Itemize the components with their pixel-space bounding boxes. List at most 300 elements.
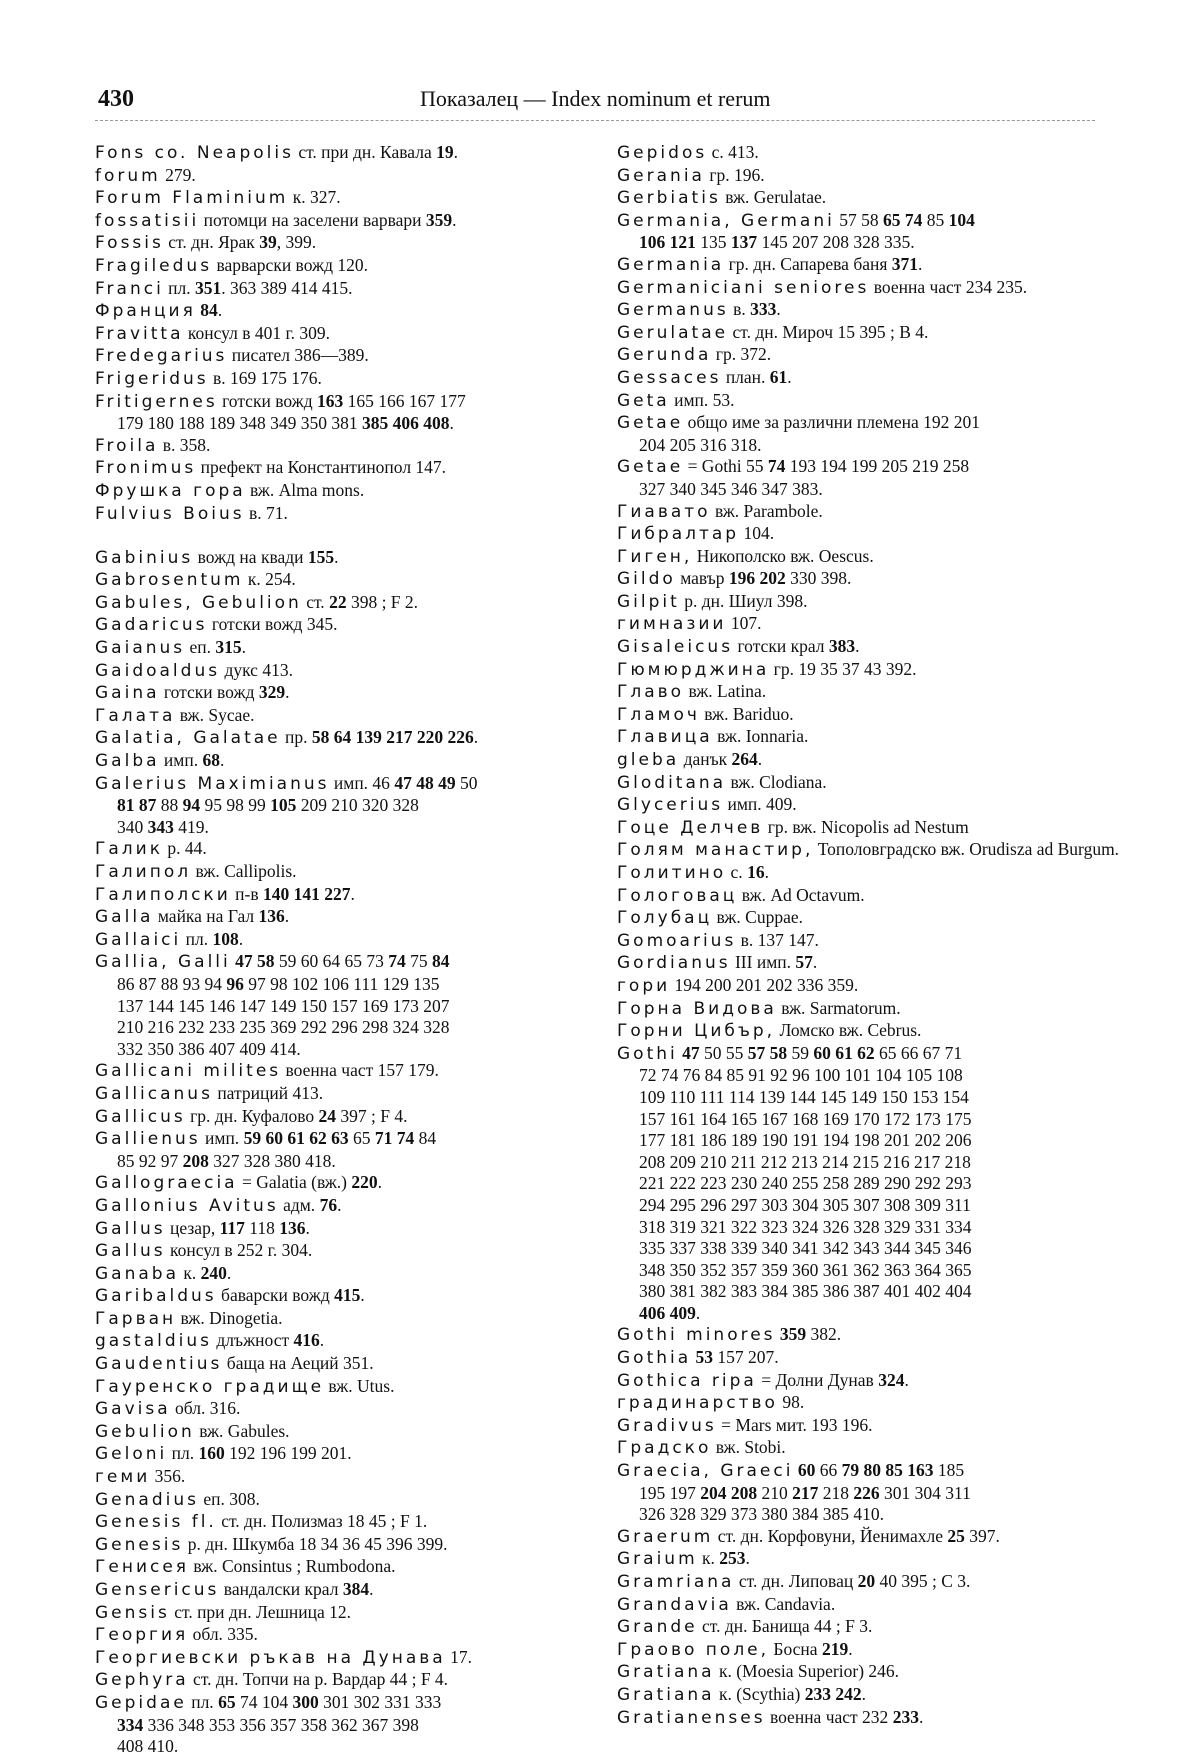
index-entry-continuation bbox=[617, 1195, 1137, 1217]
index-page-ref-bold: 163 bbox=[317, 390, 344, 411]
index-text: цезар, bbox=[165, 1217, 220, 1238]
index-headword: Gaianus bbox=[95, 638, 186, 659]
index-text: 85 92 97 bbox=[117, 1150, 183, 1171]
index-text: = Gothi 55 bbox=[683, 456, 768, 477]
index-entry-continuation bbox=[95, 1715, 615, 1737]
index-text: варварски вожд 120. bbox=[212, 254, 369, 275]
index-entry bbox=[95, 1534, 615, 1557]
index-text: 210 216 232 233 235 369 292 296 298 324 328 bbox=[117, 1017, 450, 1038]
index-headword: Градско bbox=[617, 1438, 712, 1459]
index-text: . bbox=[452, 209, 457, 230]
index-text: 66 bbox=[815, 1460, 842, 1481]
index-page-ref-bold: 59 60 61 62 63 bbox=[243, 1128, 349, 1149]
index-headword: Gallicus bbox=[95, 1106, 186, 1127]
index-entry bbox=[95, 1421, 615, 1444]
page-header bbox=[95, 86, 1095, 121]
index-entry bbox=[95, 1308, 615, 1331]
index-headword: Генисея bbox=[95, 1557, 190, 1578]
index-text: обл. 335. bbox=[188, 1624, 258, 1645]
index-headword: Гарван bbox=[95, 1308, 177, 1329]
index-text: 348 350 352 357 359 360 361 362 363 364 365 bbox=[639, 1259, 972, 1280]
index-text: вж. Callipolis. bbox=[191, 861, 297, 881]
index-entry-continuation bbox=[95, 1039, 615, 1061]
index-headword: Gabules, Gebulion bbox=[95, 592, 302, 613]
index-entry bbox=[617, 1415, 1137, 1438]
index-headword: Fronimus bbox=[95, 458, 197, 479]
index-entry bbox=[95, 861, 615, 884]
index-entry-continuation bbox=[617, 232, 1137, 254]
index-text: 332 350 386 407 409 414. bbox=[117, 1038, 301, 1059]
index-entry bbox=[617, 1324, 1137, 1347]
index-text: писател 386—389. bbox=[227, 345, 369, 366]
index-text: общо име за различни племена 192 201 bbox=[683, 412, 980, 433]
index-headword: Froila bbox=[95, 435, 159, 456]
index-headword: Голям манастир, bbox=[617, 840, 814, 861]
index-text: . bbox=[787, 366, 792, 387]
index-text: . bbox=[217, 300, 223, 321]
index-headword: Germania, Germani bbox=[617, 210, 835, 231]
index-headword: Gisaleicus bbox=[617, 637, 734, 658]
index-entry-continuation bbox=[617, 1303, 1137, 1325]
index-text: еп. bbox=[185, 637, 216, 658]
index-entry bbox=[617, 636, 1137, 659]
index-entry-continuation bbox=[617, 479, 1137, 501]
index-headword: Gratiana bbox=[617, 1662, 715, 1683]
index-entry bbox=[95, 480, 615, 503]
index-entry bbox=[95, 1218, 615, 1241]
index-text: в. 358. bbox=[158, 434, 211, 455]
index-text: патриций 413. bbox=[212, 1082, 324, 1103]
index-text: готски крал bbox=[733, 636, 829, 657]
index-text: к. 254. bbox=[243, 569, 296, 590]
index-entry bbox=[617, 187, 1137, 210]
index-text: гр. 372. bbox=[711, 344, 772, 365]
index-entry-continuation bbox=[95, 413, 615, 435]
index-page-ref-bold: 233 242 bbox=[804, 1683, 862, 1704]
index-text: 84 bbox=[414, 1128, 437, 1149]
index-entry bbox=[617, 1548, 1137, 1571]
index-headword: Gothi minores bbox=[617, 1325, 776, 1346]
index-text: . bbox=[812, 952, 818, 973]
index-headword: Gallienus bbox=[95, 1129, 201, 1150]
index-text: . bbox=[350, 883, 355, 904]
index-text: с. bbox=[726, 862, 748, 882]
index-entry-continuation bbox=[95, 974, 615, 996]
index-entry bbox=[617, 591, 1137, 614]
index-entry bbox=[617, 501, 1137, 524]
index-text: III имп. bbox=[730, 952, 796, 973]
index-entry bbox=[95, 368, 615, 391]
index-text: вж. Latina. bbox=[684, 681, 767, 702]
index-entry bbox=[617, 390, 1137, 413]
index-text: гр. 19 35 37 43 392. bbox=[769, 658, 917, 679]
index-text: потомци на заселени варвари bbox=[199, 209, 426, 230]
index-text: 209 210 320 328 bbox=[296, 795, 419, 816]
index-entry bbox=[617, 907, 1137, 930]
index-headword: гори bbox=[617, 975, 671, 996]
index-text: в. bbox=[728, 299, 751, 320]
index-page-ref-bold: 220 bbox=[351, 1172, 378, 1193]
index-entry-continuation bbox=[95, 795, 615, 817]
index-text: . bbox=[473, 727, 479, 748]
index-headword: Гюмюрджина bbox=[617, 659, 770, 680]
index-text: . bbox=[238, 928, 244, 949]
index-headword: Gothica ripa bbox=[617, 1370, 757, 1391]
index-headword: Graecia, Graeci bbox=[617, 1461, 794, 1482]
index-text: 408 410. bbox=[117, 1736, 179, 1757]
index-headword: Gepidae bbox=[95, 1692, 187, 1713]
index-entry bbox=[95, 1128, 615, 1151]
index-headword: Галипол bbox=[95, 862, 192, 882]
index-text: к. bbox=[697, 1548, 720, 1569]
index-page-ref-bold: 76 bbox=[319, 1194, 338, 1215]
index-headword: Ganaba bbox=[95, 1263, 179, 1284]
index-text: 356. bbox=[150, 1466, 186, 1487]
index-text: вж. Consintus ; Rumbodona. bbox=[189, 1556, 396, 1577]
index-text: готски вожд bbox=[217, 390, 318, 411]
index-text: 397. bbox=[964, 1525, 1000, 1546]
index-entry bbox=[95, 255, 615, 278]
index-text: пл. bbox=[181, 928, 213, 949]
index-page-ref-bold: 57 bbox=[795, 952, 813, 973]
running-title: Показалец — Index nominum et rerum bbox=[420, 86, 771, 111]
index-text: 107. bbox=[726, 613, 762, 634]
index-text: 221 222 223 230 240 255 258 289 290 292 293 bbox=[639, 1173, 972, 1194]
index-headword: Галата bbox=[95, 705, 176, 726]
index-text: . bbox=[745, 1548, 750, 1569]
index-page-ref-bold: 53 bbox=[695, 1347, 714, 1368]
index-entry bbox=[617, 952, 1137, 975]
index-entry bbox=[617, 322, 1137, 345]
index-entry bbox=[95, 1489, 615, 1512]
index-entry bbox=[617, 613, 1137, 636]
index-headword: Gabinius bbox=[95, 547, 194, 568]
index-text: обл. 316. bbox=[170, 1398, 241, 1419]
index-text: 279. bbox=[160, 164, 196, 185]
index-text: Босна bbox=[769, 1638, 822, 1659]
index-text: 204 205 316 318. bbox=[639, 434, 762, 455]
index-text: ст. дн. Банища 44 ; F 3. bbox=[697, 1616, 873, 1637]
index-page-ref-bold: 84 bbox=[432, 951, 450, 972]
index-entry-continuation bbox=[617, 1109, 1137, 1131]
index-text: вж. Sarmatorum. bbox=[776, 997, 901, 1018]
index-entry bbox=[617, 210, 1137, 233]
index-text: 177 181 186 189 190 191 194 198 201 202 206 bbox=[639, 1130, 972, 1151]
index-entry-continuation bbox=[95, 1151, 615, 1173]
index-headword: Gildo bbox=[617, 569, 676, 590]
index-text: вж. Cuppae. bbox=[712, 907, 803, 928]
index-headword: Fritigernes bbox=[95, 391, 218, 412]
index-page-ref-bold: 61 bbox=[769, 366, 788, 387]
index-page-ref-bold: 233 bbox=[892, 1706, 919, 1727]
index-headword: Gerania bbox=[617, 165, 705, 186]
index-headword: Голитино bbox=[617, 863, 727, 883]
index-text: 179 180 188 189 348 349 350 381 bbox=[117, 413, 362, 434]
index-headword: Главо bbox=[617, 682, 685, 703]
index-page-ref-bold: 136 bbox=[258, 906, 285, 927]
index-page-ref-bold: 81 87 bbox=[117, 795, 157, 816]
index-text: 74 104 bbox=[235, 1691, 293, 1712]
index-entry bbox=[617, 1684, 1137, 1707]
index-text: готски вожд 345. bbox=[207, 614, 338, 635]
index-headword: Gerulatae bbox=[617, 322, 729, 343]
index-entry-continuation bbox=[617, 1260, 1137, 1282]
index-page-ref-bold: 74 bbox=[388, 951, 406, 972]
index-text: к. (Scythia) bbox=[714, 1683, 805, 1704]
index-text: 135 bbox=[695, 232, 731, 253]
index-page-ref-bold: 208 bbox=[182, 1150, 209, 1171]
index-entry bbox=[617, 1020, 1137, 1043]
index-entry bbox=[95, 682, 615, 705]
index-headword: Galerius Maximianus bbox=[95, 773, 330, 794]
index-text: 157 161 164 165 167 168 169 170 172 173 175 bbox=[639, 1108, 972, 1129]
index-entry-continuation bbox=[95, 1017, 615, 1039]
index-text: р. дн. Шиул 398. bbox=[679, 590, 808, 611]
index-entry bbox=[617, 165, 1137, 188]
index-page-ref-bold: 264 bbox=[731, 749, 758, 770]
index-entry bbox=[95, 773, 615, 796]
index-page-ref-bold: 94 bbox=[182, 795, 201, 816]
index-page-ref-bold: 104 bbox=[948, 209, 975, 230]
index-page-ref-bold: 385 406 408 bbox=[362, 413, 450, 434]
index-entry bbox=[95, 1263, 615, 1286]
index-page-ref-bold: 47 58 bbox=[235, 951, 275, 972]
index-entry bbox=[617, 1526, 1137, 1549]
index-entry bbox=[617, 142, 1137, 165]
index-text: 419. bbox=[173, 816, 209, 837]
index-text: вж. Gerulatae. bbox=[720, 187, 827, 208]
index-text: данък bbox=[679, 749, 732, 770]
index-page-ref-bold: 160 bbox=[198, 1443, 225, 1464]
index-page-ref-bold: 300 bbox=[292, 1691, 319, 1712]
index-text: к. (Moesia Superior) 246. bbox=[714, 1661, 900, 1682]
index-page-ref-bold: 117 bbox=[219, 1217, 245, 1238]
index-headword: Genadius bbox=[95, 1489, 199, 1510]
index-text: ст. дн. Липовац bbox=[734, 1571, 858, 1591]
index-text: готски вожд bbox=[159, 682, 259, 703]
index-entry bbox=[617, 885, 1137, 908]
index-text: к. 327. bbox=[288, 187, 341, 208]
index-text: 118 bbox=[244, 1217, 280, 1238]
index-entry bbox=[95, 1083, 615, 1106]
index-page-ref-bold: 47 48 49 bbox=[394, 772, 456, 793]
index-headword: Getae bbox=[617, 457, 684, 478]
index-text: 210 bbox=[757, 1482, 793, 1503]
index-entry bbox=[95, 1692, 615, 1715]
index-headword: Getae bbox=[617, 413, 684, 434]
index-entry bbox=[95, 727, 615, 750]
index-entry bbox=[617, 1571, 1137, 1594]
index-headword: fossatisii bbox=[95, 210, 200, 231]
index-page-ref-bold: 155 bbox=[307, 546, 335, 567]
index-page-ref-bold: 105 bbox=[270, 795, 297, 816]
index-text: имп. 53. bbox=[669, 389, 735, 410]
index-entry-continuation bbox=[617, 1173, 1137, 1195]
index-headword: Galba bbox=[95, 751, 160, 772]
index-text: в. 71. bbox=[244, 502, 288, 523]
index-entry bbox=[95, 165, 615, 188]
index-headword: Fossis bbox=[95, 233, 164, 254]
index-page-ref-bold: 359 bbox=[425, 209, 453, 230]
index-headword: Gilpit bbox=[617, 591, 680, 612]
index-text: пл. bbox=[163, 277, 196, 298]
index-text: . bbox=[453, 142, 458, 162]
index-headword: Gaina bbox=[95, 683, 160, 704]
index-text: к. bbox=[179, 1262, 201, 1283]
index-text: вж. Stobi. bbox=[711, 1437, 786, 1458]
index-text: вж. Parambole. bbox=[710, 500, 823, 521]
index-text: вж. Candavia. bbox=[731, 1593, 836, 1614]
index-page-ref-bold: 57 58 bbox=[747, 1042, 788, 1063]
index-headword: Gratianenses bbox=[617, 1707, 766, 1728]
index-text: 72 74 76 84 85 91 92 96 100 101 104 105 108 bbox=[639, 1065, 963, 1086]
index-entry bbox=[95, 232, 615, 255]
index-entry bbox=[617, 681, 1137, 704]
index-entry bbox=[95, 1624, 615, 1647]
index-headword: Graium bbox=[617, 1549, 698, 1570]
index-entry bbox=[617, 930, 1137, 953]
index-page-ref-bold: 315 bbox=[215, 637, 242, 658]
index-entry bbox=[617, 367, 1137, 390]
index-headword: Gallia, Galli bbox=[95, 952, 231, 973]
index-headword: Гоце Делчев bbox=[617, 817, 764, 838]
index-page-ref-bold: 47 bbox=[682, 1042, 700, 1063]
index-headword: Fravitta bbox=[95, 323, 184, 344]
index-page-ref-bold: 60 bbox=[797, 1460, 816, 1481]
index-text: 382. bbox=[806, 1324, 842, 1345]
index-headword: Gallograecia bbox=[95, 1173, 238, 1194]
index-text: Ломско вж. Cebrus. bbox=[775, 1020, 922, 1041]
index-page-ref-bold: 84 bbox=[200, 300, 218, 321]
index-text: . bbox=[360, 1285, 365, 1306]
index-text: с. 413. bbox=[707, 142, 759, 162]
index-headword: Gerbiatis bbox=[617, 188, 721, 209]
index-entry bbox=[617, 299, 1137, 322]
index-text: . bbox=[285, 682, 290, 703]
index-headword: Gaudentius bbox=[95, 1354, 223, 1375]
index-headword: Gramriana bbox=[617, 1572, 735, 1592]
index-headword: градинарство bbox=[617, 1393, 778, 1414]
index-headword: Gomoarius bbox=[617, 930, 737, 951]
index-entry-continuation bbox=[617, 1483, 1137, 1505]
index-text: ст. дн. Топчи на р. Вардар 44 ; F 4. bbox=[188, 1669, 449, 1690]
index-headword: Genesis bbox=[95, 1534, 184, 1555]
index-page-ref-bold: 333 bbox=[750, 299, 777, 320]
index-page-ref-bold: 96 bbox=[226, 973, 244, 994]
index-text: . bbox=[918, 253, 923, 274]
index-entry bbox=[617, 1661, 1137, 1684]
index-headword: Gradivus bbox=[617, 1415, 717, 1436]
index-headword: Франция bbox=[95, 301, 196, 322]
index-text: 85 bbox=[922, 209, 949, 230]
index-headword: Glycerius bbox=[617, 795, 724, 816]
index-headword: Gadaricus bbox=[95, 615, 208, 636]
index-page-ref-bold: 217 bbox=[792, 1482, 819, 1503]
index-headword: Гибралтар bbox=[617, 524, 740, 545]
index-text: 65 bbox=[348, 1128, 375, 1149]
index-entry bbox=[95, 300, 615, 323]
index-text: 340 bbox=[117, 816, 148, 837]
index-text: п-в bbox=[230, 883, 263, 904]
index-text: имп. 46 bbox=[329, 772, 395, 793]
index-page-ref-bold: 329 bbox=[258, 682, 286, 703]
index-text: вж. Bariduo. bbox=[699, 703, 794, 724]
index-text: адм. bbox=[278, 1194, 320, 1215]
index-entry bbox=[617, 975, 1137, 998]
index-text: . bbox=[918, 1706, 924, 1727]
index-entry bbox=[95, 929, 615, 952]
index-text: пл. bbox=[167, 1443, 199, 1464]
index-headword: Gloditana bbox=[617, 772, 727, 793]
index-entry bbox=[95, 1579, 615, 1602]
index-text: 17. bbox=[445, 1646, 472, 1667]
index-headword: Gessaces bbox=[617, 367, 722, 388]
index-text: дукс 413. bbox=[220, 659, 293, 680]
index-entry bbox=[617, 704, 1137, 727]
index-page-ref-bold: 22 bbox=[329, 591, 347, 612]
index-headword: Franci bbox=[95, 278, 164, 299]
index-entry bbox=[617, 1043, 1137, 1066]
index-entry bbox=[95, 187, 615, 210]
index-headword: Gensis bbox=[95, 1602, 170, 1623]
index-headword: Gaidoaldus bbox=[95, 660, 221, 681]
index-headword: Fulvius Boius bbox=[95, 503, 245, 524]
index-text: 294 295 296 297 303 304 305 307 308 309 311 bbox=[639, 1194, 971, 1215]
index-text: 380 381 382 383 384 385 386 387 401 402 404 bbox=[639, 1281, 972, 1302]
index-text: 137 144 145 146 147 149 150 157 169 173 207 bbox=[117, 995, 450, 1016]
index-text: консул в 401 г. 309. bbox=[183, 322, 331, 343]
index-column-left bbox=[95, 142, 615, 1758]
index-headword: Gepidos bbox=[617, 143, 708, 163]
index-text: 145 207 208 328 335. bbox=[757, 232, 915, 253]
index-entry bbox=[95, 1172, 615, 1195]
index-entry bbox=[95, 142, 615, 165]
index-entry bbox=[95, 637, 615, 660]
index-text: вж. Alma mons. bbox=[245, 479, 365, 500]
index-text: 193 194 199 205 219 258 bbox=[785, 456, 970, 477]
index-headword: Горни Цибър, bbox=[617, 1021, 776, 1042]
index-page-ref-bold: 25 bbox=[947, 1525, 965, 1546]
index-page-ref-bold: 204 208 bbox=[700, 1482, 758, 1503]
index-entry bbox=[617, 772, 1137, 795]
index-text: вж. Utus. bbox=[324, 1375, 395, 1396]
index-entry bbox=[95, 1240, 615, 1263]
index-text: . bbox=[855, 636, 860, 657]
index-entry bbox=[617, 277, 1137, 300]
index-text: 50 55 bbox=[699, 1042, 748, 1063]
index-text: ст. дн. Корфовуни, Йенимахле bbox=[713, 1525, 948, 1546]
index-headword: Gallicanus bbox=[95, 1083, 213, 1104]
index-text: 326 328 329 373 380 384 385 410. bbox=[639, 1504, 884, 1525]
index-text: . bbox=[241, 637, 247, 658]
index-text: длъжност bbox=[212, 1330, 294, 1351]
index-entry bbox=[617, 1460, 1137, 1483]
index-page-ref-bold: 240 bbox=[200, 1262, 227, 1283]
index-text: р. 44. bbox=[162, 838, 207, 859]
index-text: вандалски крал bbox=[219, 1579, 343, 1599]
index-text: префект на Константинопол 147. bbox=[196, 457, 447, 478]
index-text: . bbox=[757, 749, 763, 770]
index-text: р. дн. Шкумба 18 34 36 45 396 399. bbox=[183, 1533, 448, 1554]
index-headword: Fragiledus bbox=[95, 255, 213, 276]
index-entry bbox=[617, 254, 1137, 277]
index-text: 40 395 ; C 3. bbox=[875, 1571, 971, 1591]
index-headword: геми bbox=[95, 1467, 151, 1488]
index-headword: Forum Flaminium bbox=[95, 188, 289, 209]
index-text: . bbox=[861, 1683, 866, 1704]
index-text: ст. bbox=[301, 591, 330, 612]
index-entry bbox=[95, 1195, 615, 1218]
